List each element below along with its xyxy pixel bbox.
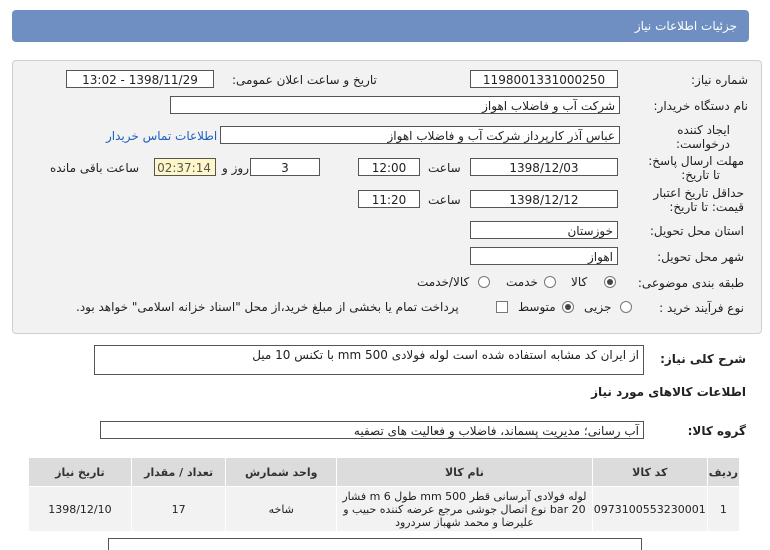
purchase-minor-radio[interactable] <box>620 301 632 313</box>
purchase-type-label: نوع فرآیند خرید : <box>659 301 744 315</box>
deadline-label-line2: تا تاریخ: <box>681 168 720 182</box>
creator-label-line1: ایجاد کننده <box>677 123 730 137</box>
deadline-time-field[interactable]: 12:00 <box>358 158 420 176</box>
deadline-date-field[interactable]: 1398/12/03 <box>470 158 618 176</box>
purchase-minor-label: جزیی <box>584 300 612 314</box>
category-both-label: کالا/خدمت <box>417 275 470 289</box>
deadline-label-line1: مهلت ارسال پاسخ: <box>648 154 744 168</box>
goods-section-title: اطلاعات کالاهای مورد نیاز <box>591 385 746 399</box>
goods-group-label: گروه کالا: <box>687 424 746 438</box>
page-title: جزئیات اطلاعات نیاز <box>634 19 737 33</box>
remaining-time-label: ساعت باقی مانده <box>50 161 140 175</box>
province-label: استان محل تحویل: <box>649 224 744 238</box>
cell-code: 0973100553230001 <box>592 487 707 532</box>
city-label: شهر محل تحویل: <box>657 250 744 264</box>
category-both-radio[interactable] <box>478 276 490 288</box>
purchase-medium-label: متوسط <box>518 300 556 314</box>
category-goods-radio[interactable] <box>604 276 616 288</box>
cell-date: 1398/12/10 <box>29 487 132 532</box>
validity-label-line1: حداقل تاریخ اعتبار <box>653 186 744 200</box>
goods-table <box>28 457 740 532</box>
table-row[interactable] <box>29 487 740 532</box>
validity-label-line2: قیمت: تا تاریخ: <box>669 200 744 214</box>
remaining-time-field: 02:37:14 <box>154 158 216 176</box>
city-field[interactable]: اهواز <box>470 247 618 265</box>
col-code: کد کالا <box>592 458 707 487</box>
deadline-time-label: ساعت <box>428 161 461 175</box>
buyer-field[interactable]: شرکت آب و فاضلاب اهواز <box>170 96 620 114</box>
validity-time-label: ساعت <box>428 193 461 207</box>
col-date: تاریخ نیاز <box>29 458 132 487</box>
description-field[interactable]: از ایران کد مشابه استفاده شده است لوله فولادی mm 500 با تکنس 10 میل <box>94 345 644 375</box>
need-number-label: شماره نیاز: <box>691 73 748 87</box>
days-label: روز و <box>222 161 249 175</box>
cell-row: 1 <box>707 487 739 532</box>
creator-field[interactable]: عباس آذر کارپرداز شرکت آب و فاضلاب اهواز <box>220 126 620 144</box>
cell-qty: 17 <box>131 487 226 532</box>
category-goods-label: کالا <box>571 275 588 289</box>
goods-group-field[interactable]: آب رسانی؛ مدیریت پسماند، فاضلاب و فعالیت های تصفیه <box>100 421 644 439</box>
col-row: ردیف <box>707 458 739 487</box>
col-name: نام کالا <box>337 458 593 487</box>
category-service-radio[interactable] <box>544 276 556 288</box>
category-label: طبقه بندی موضوعی: <box>637 276 744 290</box>
lower-panel-edge <box>108 538 642 550</box>
page-header <box>12 10 749 42</box>
col-unit: واحد شمارش <box>226 458 337 487</box>
buyer-label: نام دستگاه خریدار: <box>653 99 748 113</box>
validity-time-field[interactable]: 11:20 <box>358 190 420 208</box>
province-field[interactable]: خوزستان <box>470 221 618 239</box>
col-qty: تعداد / مقدار <box>131 458 226 487</box>
purchase-medium-radio[interactable] <box>562 301 574 313</box>
cell-name: لوله فولادی آبرسانی قطر mm 500 طول m 6 فشار bar 20 نوع اتصال جوشی مرجع عرضه کننده حبیب و علیرضا و محمد شهباز سردرود <box>337 487 593 532</box>
days-remaining-field[interactable]: 3 <box>250 158 320 176</box>
creator-label-line2: درخواست: <box>676 137 730 151</box>
announce-date-field[interactable]: 1398/11/29 - 13:02 <box>66 70 214 88</box>
validity-date-field[interactable]: 1398/12/12 <box>470 190 618 208</box>
treasury-payment-checkbox[interactable] <box>496 301 508 313</box>
description-label: شرح کلی نیاز: <box>660 352 746 366</box>
need-number-field[interactable]: 1198001331000250 <box>470 70 618 88</box>
buyer-contact-link[interactable]: اطلاعات تماس خریدار <box>106 129 218 143</box>
category-service-label: خدمت <box>506 275 538 289</box>
announce-date-label: تاریخ و ساعت اعلان عمومی: <box>232 73 377 87</box>
treasury-payment-note: پرداخت تمام یا بخشی از مبلغ خرید،از محل "اسناد خزانه اسلامی" خواهد بود. <box>76 300 459 314</box>
cell-unit: شاخه <box>226 487 337 532</box>
table-header-row <box>29 458 740 487</box>
